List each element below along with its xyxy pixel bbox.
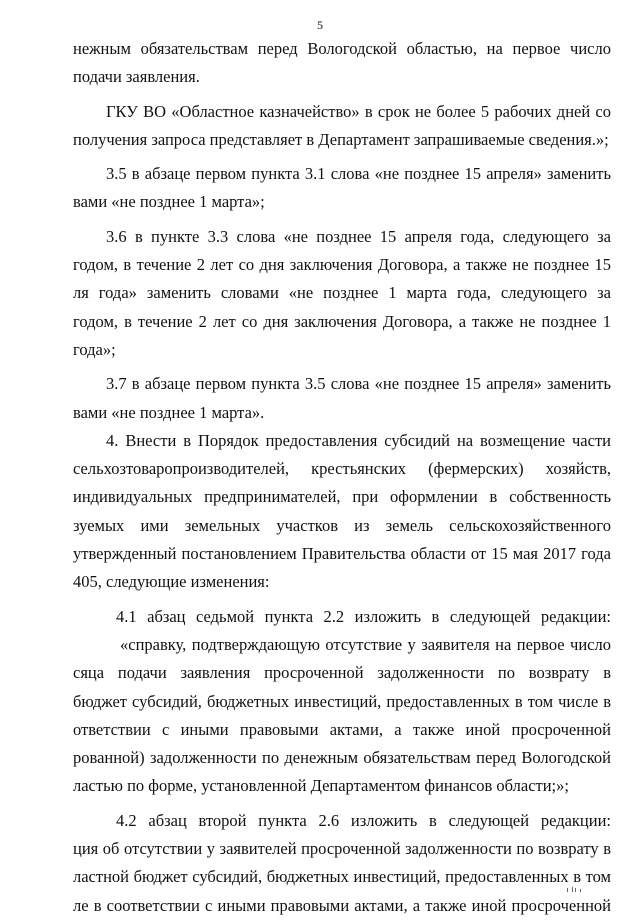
text-line: года»; — [73, 339, 116, 359]
text-line: «справку, подтверждающую отсутствие у заявителя на первое число — [120, 634, 611, 654]
text-line: вами «не позднее 1 марта». — [73, 402, 265, 422]
text-line: 3.6 в пункте 3.3 слова «не позднее 15 апреля года, следующего за — [106, 226, 611, 246]
document-body — [73, 35, 611, 920]
text-line: подачи заявления. — [73, 67, 200, 87]
scan-artifact-icon — [566, 886, 584, 894]
text-line: рованной) задолженности по денежным обязательствам перед Вологодской — [73, 748, 611, 768]
text-line: 4. Внести в Порядок предоставления субсидий на возмещение части — [106, 430, 611, 450]
text-line: ля года» заменить словами «не позднее 1 марта года, следующего за — [73, 283, 611, 303]
text-line: ластной бюджет субсидий, бюджетных инвестиций, предоставленных в том — [73, 867, 611, 887]
text-line: годом, в течение 2 лет со дня заключения Договора, а также не позднее 1 — [73, 311, 611, 331]
text-line: утвержденный постановлением Правительства области от 15 мая 2017 года — [73, 544, 611, 564]
page-number: 5 — [317, 18, 323, 32]
text-line: ответствии с иными правовыми актами, а также иной просроченной — [73, 719, 611, 739]
text-line: годом, в течение 2 лет со дня заключения Договора, а также не позднее 15 — [73, 255, 611, 275]
text-line: вами «не позднее 1 марта»; — [73, 192, 265, 212]
text-line: нежным обязательствам перед Вологодской областью, на первое число — [73, 39, 611, 58]
text-line: ГКУ ВО «Областное казначейство» в срок не более 5 рабочих дней со — [106, 101, 611, 121]
text-line: 405, следующие изменения: — [73, 572, 270, 592]
text-line: сяца подачи заявления просроченной задолженности по возврату в — [73, 663, 611, 683]
scan-mark — [566, 886, 584, 896]
text-line: 3.7 в абзаце первом пункта 3.5 слова «не позднее 15 апреля» заменить — [106, 374, 611, 394]
text-line: зуемых ими земельных участков из земель сельскохозяйственного — [73, 515, 611, 535]
text-line: получения запроса представляет в Департамент запрашиваемые сведения.»; — [73, 129, 609, 149]
text-line: 4.1 абзац седьмой пункта 2.2 изложить в следующей редакции: — [116, 606, 611, 626]
text-line: ция об отсутствии у заявителей просроченной задолженности по возврату в — [73, 839, 611, 859]
text-line: индивидуальных предпринимателей, при оформлении в собственность — [73, 487, 611, 507]
text-line: ле в соответствии с иными правовыми актами, а также иной просроченной — [73, 895, 611, 915]
text-line: 3.5 в абзаце первом пункта 3.1 слова «не позднее 15 апреля» заменить — [106, 164, 611, 184]
text-line: 4.2 абзац второй пункта 2.6 изложить в следующей редакции: — [116, 810, 611, 830]
text-line: бюджет субсидий, бюджетных инвестиций, предоставленных в том числе в — [73, 691, 611, 711]
text-line: сельхозтоваропроизводителей, крестьянских (фермерских) хозяйств, — [73, 459, 611, 479]
text-line: ластью по форме, установленной Департаментом финансов области;»; — [73, 776, 569, 796]
